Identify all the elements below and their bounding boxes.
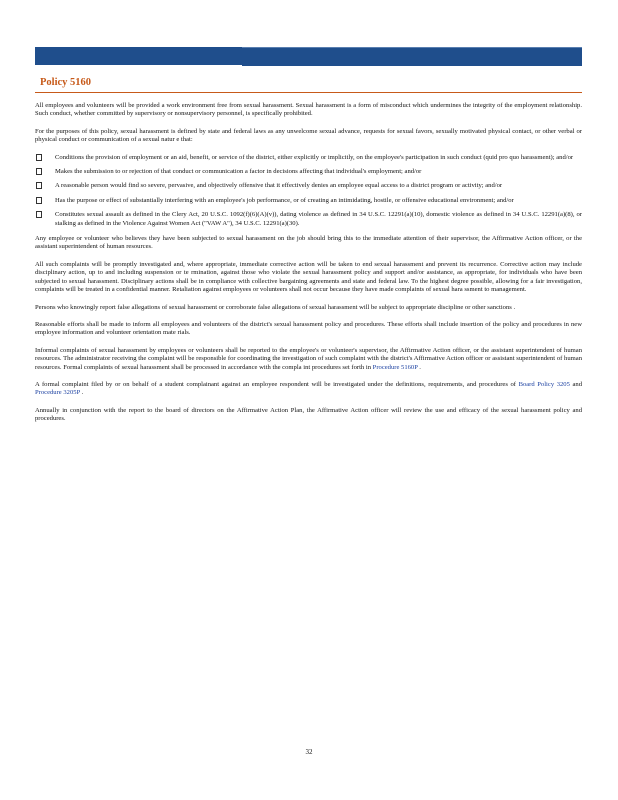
list-item	[35, 197, 582, 205]
policy-body	[35, 102, 582, 433]
condition-text: Has the purpose or effect of substantially interfering with an employee's job performance, or of creating an intimidating, hostile, or offensive educational environment; and/or	[55, 196, 514, 204]
conditions-list	[35, 154, 582, 228]
formal-text: A formal complaint filed by or on behalf of a student complainant against an employee respondent will be investigated under the definitions, requirements, and procedures of	[35, 380, 516, 388]
definition-paragraph: For the purposes of this policy, sexual harassment is defined by state and federal laws as any unwelcome sexual advance, requests for sexual favors, sexually motivated physical contact, or other verbal or physical conduct or communication of a sexual natur e that:	[35, 127, 582, 144]
procedure-5160p-link[interactable]: Procedure 5160P	[372, 363, 418, 371]
condition-text: Makes the submission to or rejection of that conduct or communication a factor in decisions affecting that individual's employment; and/or	[55, 168, 422, 176]
policy-title: Sex ual Harassment of District Staff	[51, 68, 205, 79]
policy-title-bar	[35, 47, 242, 79]
annual-review-paragraph: Annually in conjunction with the report to the board of directors on the Affirmative Action Plan, the Affirmative Action officer will review the use and efficacy of the sexual harassment policy and procedures.	[35, 406, 582, 423]
bullet-box-icon	[36, 154, 42, 161]
list-item	[35, 211, 582, 228]
procedure-3205p-link[interactable]: Procedure 3205P	[35, 389, 80, 397]
header-divider	[35, 92, 582, 93]
bullet-box-icon	[36, 211, 42, 218]
page-number: 32	[305, 748, 313, 756]
intro-paragraph: All employees and volunteers will be provided a work environment free from sexual harassment. Sexual harassment is a form of misconduct which undermines the integrity of the employment relationship. Such conduct, whether committed by supervisory or nonsupervisory personnel, is specifically prohibited.	[35, 102, 582, 118]
board-policy-3205-link[interactable]: Board Policy 3205	[518, 380, 570, 388]
list-item	[35, 182, 582, 190]
bullet-box-icon	[36, 197, 42, 204]
formal-middle: and	[569, 380, 582, 388]
false-allegations-paragraph: Persons who knowingly report false allegations of sexual harassment or corroborate false allegations of sexual harassment will be subject to appropriate discipline or other sanctions .	[35, 303, 516, 311]
bullet-box-icon	[36, 182, 42, 189]
investigation-paragraph: All such complaints will be promptly investigated and, where appropriate, immediate corrective action will be taken to end sexual harassment and prevent its recurrence. Corrective action may include disciplinary action, up to and including suspension or te rmination, against those who violate the sexual harassment policy and support and/or assistance, as appropriate, for individuals who have been subjected to sexual harassment. Disciplinary actions shall be in compliance with collective bargaining agreements and state and federal law. To the highest degree possible, allowing for a fair investigation, complaints will be treated in a confidential manner. Retaliation against employees or volunteers shall not occur because they have made complaints of sexual hara ssment to management.	[35, 260, 582, 294]
policy-number: Policy 5160	[40, 77, 92, 88]
formal-end: .	[80, 389, 84, 397]
formal-complaint-paragraph	[35, 381, 582, 398]
bullet-box-icon	[36, 168, 42, 175]
informal-text: Informal complaints of sexual harassment by employees or volunteers shall be reported to the employee's or volunteer's supervisor, the Affirmative Action officer, or the assistant superintendent of human resources. The administrator receiving the complaint will be responsible for coordinating the investigation of such complaint with the district's Affirmative Action officer or assistant superintendent of human resources. Formal complaints of sexual harassment shall be processed in accordance with the compla int procedures set forth in	[35, 346, 582, 371]
condition-text: A reasonable person would find so severe, pervasive, and objectively offensive that it effectively denies an employee equal access to a district program or activity; and/or	[55, 182, 503, 190]
informal-complaints-paragraph	[35, 347, 582, 372]
list-item	[35, 154, 582, 162]
condition-text: Conditions the provision of employment or an aid, benefit, or service of the district, either explicitly or implicitly, on the employee's participation in such conduct (quid pro quo harassment); and/or	[55, 153, 574, 161]
list-item	[35, 168, 582, 176]
condition-text: Constitutes sexual assault as defined in the Clery Act, 20 U.S.C. 1092(f)(6)(A)(v)), dating violence as defined in 34 U.S.C. 12291(a)(10), domestic violence as defined in 34 U.S.C. 12291(a)(8), or stalking as defined in the Violence Against Women Act ("VAW A"), 34 U.S.C. 12291(a)(30).	[55, 211, 582, 227]
title-bar-extension	[242, 47, 582, 66]
efforts-paragraph: Reasonable efforts shall be made to inform all employees and volunteers of the district's sexual harassment policy and procedures. These efforts shall include insertion of the policy and procedures in new employee information and volunteer orientation mate rials.	[35, 320, 582, 337]
informal-end: .	[417, 363, 421, 371]
reporting-paragraph: Any employee or volunteer who believes they have been subjected to sexual harassment on the job should bring this to the immediate attention of their supervisor, the Affirmative Action officer, or the assistant superintendent of human resources.	[35, 235, 582, 251]
